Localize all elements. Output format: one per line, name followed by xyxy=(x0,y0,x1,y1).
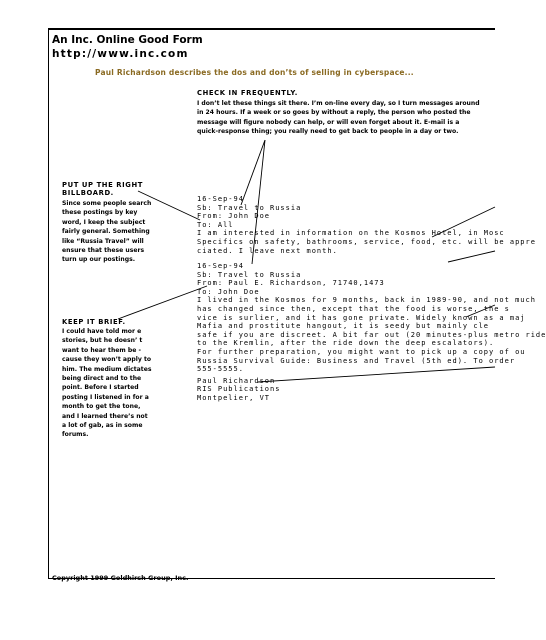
post-2-body-line: has changed since then, except that the food is worse, the s xyxy=(197,304,510,313)
brief-line: and I learned there’s not xyxy=(62,412,148,420)
billboard-heading xyxy=(62,181,143,197)
brief-line: point. Before I started xyxy=(62,384,139,392)
post-2-from: From: Paul E. Richardson, 71740,1473 xyxy=(197,279,385,288)
billboard-line: ensure that these users xyxy=(62,247,145,255)
post-1 xyxy=(197,195,536,255)
brief-line: cause they won’t apply to xyxy=(62,356,152,364)
post-1-from: From: John Doe xyxy=(197,212,271,221)
post-2-body-line: safe if you are discreet. A bit far out (20 minutes-plus metro ride xyxy=(197,330,546,339)
billboard-line: word, I keep the subject xyxy=(62,218,146,226)
signature-name: Paul Richardson xyxy=(197,376,276,385)
billboard-line: fairly general. Something xyxy=(62,228,150,236)
billboard-line: these postings by key xyxy=(62,209,138,217)
brief-body xyxy=(62,327,151,440)
brief-line: forums. xyxy=(62,431,89,439)
check-in-line: message will figure nobody can help, or will even forget about it. E-mail is a xyxy=(197,118,460,126)
check-in-line: I don’t let these things sit there. I’m on-line every day, so I turn messages around xyxy=(197,100,480,107)
brief-line: being direct and to the xyxy=(62,375,142,383)
post-1-date: 16-Sep-94 xyxy=(197,195,244,203)
brief-line: I could have told mor e xyxy=(62,328,142,335)
post-2 xyxy=(197,262,546,403)
check-in-line: quick-response thing; you really need to get back to people in a day or two. xyxy=(197,128,459,136)
post-2-body-line: Mafia and prostitute hangout, it is seedy but mainly cle xyxy=(197,322,490,331)
subtitle: Paul Richardson describes the dos and don’ts of selling in cyberspace... xyxy=(95,68,414,77)
header-title: An Inc. Online Good Form xyxy=(52,34,203,46)
post-2-body-line: to the Kremlin, after the ride down the deep escalators). xyxy=(197,339,495,348)
header-url: http://www.inc.com xyxy=(52,48,189,60)
brief-line: stories, but he doesn’ t xyxy=(62,337,143,345)
post-2-date: 16-Sep-94 xyxy=(197,262,244,270)
billboard-heading-line: PUT UP THE RIGHT xyxy=(62,181,143,189)
post-1-subject: Sb: Travel to Russia xyxy=(197,203,302,212)
post-2-subject: Sb: Travel to Russia xyxy=(197,270,302,279)
brief-heading: KEEP IT BRIEF. xyxy=(62,318,126,326)
brief-line: month to get the tone, xyxy=(62,403,141,411)
post-1-body-line: I am interested in information on the Kosmos Hotel, in Mosc xyxy=(197,229,505,238)
post-2-body-line: Russia Survival Guide: Business and Travel (5th ed). To order xyxy=(197,356,516,365)
billboard-line: like “Russia Travel” will xyxy=(62,237,144,245)
post-1-body-line: Specifics on safety, bathrooms, service, food, etc. will be appre xyxy=(197,237,536,246)
post-2-to: To: John Doe xyxy=(197,287,260,296)
check-in-body xyxy=(197,99,480,137)
billboard-heading-line: BILLBOARD. xyxy=(62,189,114,197)
check-in-line: in 24 hours. If a week or so goes by without a reply, the person who posted the xyxy=(197,109,471,117)
post-1-to: To: All xyxy=(197,220,234,229)
brief-line: want to hear them be - xyxy=(62,346,142,354)
post-1-body-line: ciated. I leave next month. xyxy=(197,246,338,255)
billboard-body xyxy=(62,199,151,265)
signature-company: RIS Publications xyxy=(197,385,281,394)
post-2-body-line: vice is surlier, and it has gone private. Widely known as a maj xyxy=(197,313,526,322)
copyright: Copyright 1999 Goldhirsh Group, Inc. xyxy=(52,574,189,582)
post-2-body-line: 555-5555. xyxy=(197,365,244,374)
check-in-heading: CHECK IN FREQUENTLY. xyxy=(197,89,298,97)
billboard-line: Since some people search xyxy=(62,200,152,207)
brief-line: a lot of gab, as in some xyxy=(62,422,143,430)
post-2-body-line: For further preparation, you might want to pick up a copy of ou xyxy=(197,347,526,356)
signature-location: Montpelier, VT xyxy=(197,393,271,402)
billboard-line: turn up our postings. xyxy=(62,256,136,264)
brief-line: him. The medium dictates xyxy=(62,365,152,373)
brief-line: posting I listened in for a xyxy=(62,393,149,401)
post-2-body-line: I lived in the Kosmos for 9 months, back in 1989-90, and not much xyxy=(197,296,536,305)
